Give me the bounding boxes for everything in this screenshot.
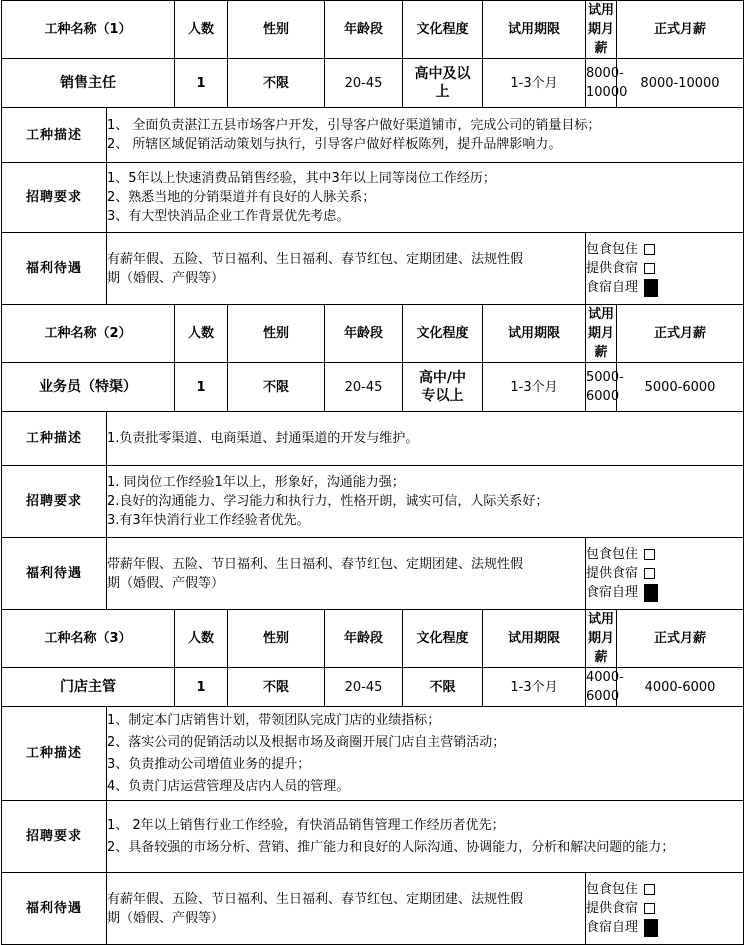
- job-3-benefits-label: 福利待遇: [2, 873, 107, 945]
- job-1-desc-row: [2, 108, 744, 163]
- job-1-req-label: 招聘要求: [2, 163, 107, 233]
- job-3-title: 门店主管: [2, 668, 175, 707]
- job-1-education: 高中及以 上: [403, 59, 483, 108]
- job-2-name-header: 工种名称（2）: [2, 305, 175, 363]
- job-1-desc: 1、 全面负责湛江五县市场客户开发，引导客户做好渠道铺市，完成公司的销量目标； 2、 所辖区域促销活动策划与执行，引导客户做好样板陈列，提升品牌影响力。: [107, 108, 744, 163]
- job-3-benefits: 有薪年假、五险、节日福利、生日福利、春节红包、定期团建、法规性假 期（婚假、产假等）: [107, 873, 586, 945]
- job-3-regular-salary: 4000-6000: [617, 668, 744, 707]
- job-2-gender: 不限: [228, 363, 325, 412]
- count-header: 人数: [175, 610, 228, 668]
- job-3-probation: 1-3个月: [483, 668, 586, 707]
- checkbox-icon: [644, 549, 655, 560]
- probation-salary-header: 试用期月薪: [586, 305, 617, 363]
- option-meals-provided: 提供食宿: [586, 564, 743, 583]
- gender-header: 性别: [228, 1, 325, 59]
- job-2-req-label: 招聘要求: [2, 466, 107, 538]
- job-1-probation-salary: 8000-10000: [586, 59, 617, 108]
- job-1-count: 1: [175, 59, 228, 108]
- job-1-benefit-options: [586, 233, 744, 305]
- job-3-desc: 1、制定本门店销售计划，带领团队完成门店的业绩指标； 2、落实公司的促销活动以及根据市场及商圈开展门店自主营销活动； 3、负责推动公司增值业务的提升； 4、负责门店运营管理及店内人员的管理。: [107, 707, 744, 801]
- gender-header: 性别: [228, 305, 325, 363]
- job-postings-table: [1, 0, 744, 945]
- job-3-benefits-row: [2, 873, 744, 945]
- job-1-desc-label: 工种描述: [2, 108, 107, 163]
- option-board-lodging: 包食包住: [586, 545, 743, 564]
- job-2-probation-salary: 5000-6000: [586, 363, 617, 412]
- job-2-probation: 1-3个月: [483, 363, 586, 412]
- checkbox-icon: [644, 244, 655, 255]
- job-1-age: 20-45: [325, 59, 403, 108]
- job-2-header-row: [2, 305, 744, 363]
- probation-salary-header: 试用期月薪: [586, 610, 617, 668]
- job-2-benefits-row: [2, 538, 744, 610]
- probation-header: 试用期限: [483, 1, 586, 59]
- job-1-benefits-row: [2, 233, 744, 305]
- probation-header: 试用期限: [483, 610, 586, 668]
- option-meals-provided: 提供食宿: [586, 259, 743, 278]
- checked-box-icon: [644, 919, 658, 937]
- job-1-name-header: 工种名称（1）: [2, 1, 175, 59]
- option-meals-provided: 提供食宿: [586, 899, 743, 918]
- option-board-lodging: 包食包住: [586, 240, 743, 259]
- job-3-benefit-options: [586, 873, 744, 945]
- checkbox-icon: [644, 263, 655, 274]
- checked-box-icon: [644, 279, 658, 297]
- job-3-probation-salary: 4000-6000: [586, 668, 617, 707]
- job-3-req: 1、 2年以上销售行业工作经验，有快消品销售管理工作经历者优先； 2、具备较强的市场分析、营销、推广能力和良好的人际沟通、协调能力，分析和解决问题的能力；: [107, 801, 744, 873]
- job-3-count: 1: [175, 668, 228, 707]
- option-board-lodging: 包食包住: [586, 880, 743, 899]
- regular-salary-header: 正式月薪: [617, 610, 744, 668]
- job-1-req: 1、5年以上快速消费品销售经验，其中3年以上同等岗位工作经历； 2、熟悉当地的分销渠道并有良好的人脉关系； 3、有大型快消品企业工作背景优先考虑。: [107, 163, 744, 233]
- age-header: 年龄段: [325, 1, 403, 59]
- job-1-benefits-label: 福利待遇: [2, 233, 107, 305]
- job-2-regular-salary: 5000-6000: [617, 363, 744, 412]
- age-header: 年龄段: [325, 305, 403, 363]
- job-3-req-row: [2, 801, 744, 873]
- job-1-header-row: [2, 1, 744, 59]
- job-1-probation: 1-3个月: [483, 59, 586, 108]
- probation-header: 试用期限: [483, 305, 586, 363]
- checkbox-icon: [644, 568, 655, 579]
- option-self-arranged: 食宿自理: [586, 918, 743, 937]
- job-2-value-row: [2, 363, 744, 412]
- option-self-arranged: 食宿自理: [586, 278, 743, 297]
- regular-salary-header: 正式月薪: [617, 305, 744, 363]
- job-3-gender: 不限: [228, 668, 325, 707]
- job-2-age: 20-45: [325, 363, 403, 412]
- education-header: 文化程度: [403, 610, 483, 668]
- job-3-desc-row: [2, 707, 744, 801]
- job-1-title: 销售主任: [2, 59, 175, 108]
- job-2-count: 1: [175, 363, 228, 412]
- job-1-req-row: [2, 163, 744, 233]
- gender-header: 性别: [228, 610, 325, 668]
- job-3-header-row: [2, 610, 744, 668]
- count-header: 人数: [175, 1, 228, 59]
- job-2-desc-label: 工种描述: [2, 412, 107, 466]
- job-1-value-row: [2, 59, 744, 108]
- job-2-benefits-label: 福利待遇: [2, 538, 107, 610]
- job-3-desc-label: 工种描述: [2, 707, 107, 801]
- job-1-regular-salary: 8000-10000: [617, 59, 744, 108]
- job-1-gender: 不限: [228, 59, 325, 108]
- job-2-benefits: 带薪年假、五险、节日福利、生日福利、春节红包、定期团建、法规性假 期（婚假、产假等）: [107, 538, 586, 610]
- job-3-req-label: 招聘要求: [2, 801, 107, 873]
- job-2-req-row: [2, 466, 744, 538]
- job-3-education: 不限: [403, 668, 483, 707]
- probation-salary-header: 试用期月薪: [586, 1, 617, 59]
- count-header: 人数: [175, 305, 228, 363]
- job-2-title: 业务员（特渠）: [2, 363, 175, 412]
- age-header: 年龄段: [325, 610, 403, 668]
- job-2-benefit-options: [586, 538, 744, 610]
- regular-salary-header: 正式月薪: [617, 1, 744, 59]
- job-2-education: 高中/中 专以上: [403, 363, 483, 412]
- education-header: 文化程度: [403, 305, 483, 363]
- job-3-name-header: 工种名称（3）: [2, 610, 175, 668]
- job-1-benefits: 有薪年假、五险、节日福利、生日福利、春节红包、定期团建、法规性假 期（婚假、产假等）: [107, 233, 586, 305]
- job-3-age: 20-45: [325, 668, 403, 707]
- option-self-arranged: 食宿自理: [586, 583, 743, 602]
- job-2-desc: 1.负责批零渠道、电商渠道、封通渠道的开发与维护。: [107, 412, 744, 466]
- checkbox-icon: [644, 903, 655, 914]
- education-header: 文化程度: [403, 1, 483, 59]
- checked-box-icon: [644, 584, 658, 602]
- job-2-req: 1. 同岗位工作经验1年以上，形象好，沟通能力强； 2.良好的沟通能力、学习能力和执行力，性格开朗，诚实可信，人际关系好； 3.有3年快消行业工作经验者优先。: [107, 466, 744, 538]
- checkbox-icon: [644, 884, 655, 895]
- job-3-value-row: [2, 668, 744, 707]
- job-2-desc-row: [2, 412, 744, 466]
